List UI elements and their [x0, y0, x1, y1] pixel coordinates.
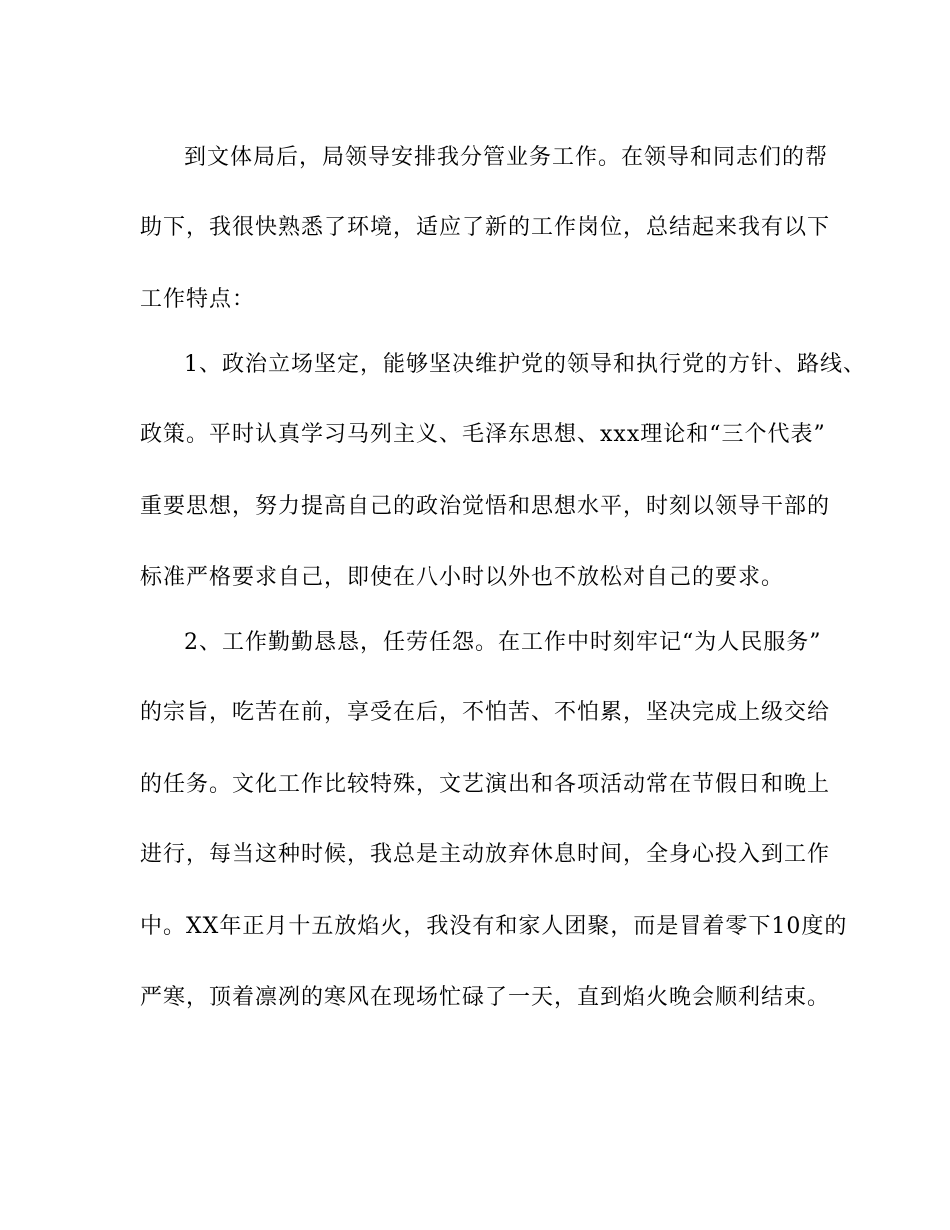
paragraph-1-line-3: 工作特点：: [140, 287, 256, 312]
paragraph-2-line-4: 标准严格要求自己，即使在八小时以外也不放松对自己的要求。: [140, 565, 785, 590]
paragraph-3-line-6: 严寒，顶着凛冽的寒风在现场忙碌了一天，直到焰火晚会顺利结束。: [140, 985, 831, 1010]
paragraph-3-line-2: 的宗旨，吃苦在前，享受在后，不怕苦、不怕累，坚决完成上级交给: [140, 700, 831, 725]
paragraph-2-line-2: 政策。平时认真学习马列主义、毛泽东思想、xxx理论和“三个代表”: [140, 422, 826, 447]
paragraph-3-line-1: 2、工作勤勤恳恳，任劳任怨。在工作中时刻牢记“为人民服务”: [184, 630, 822, 655]
paragraph-3-line-3: 的任务。文化工作比较特殊，文艺演出和各项活动常在节假日和晚上: [140, 772, 831, 797]
paragraph-3-line-4: 进行，每当这种时候，我总是主动放弃休息时间，全身心投入到工作: [140, 842, 831, 867]
paragraph-1-line-2: 助下，我很快熟悉了环境，适应了新的工作岗位，总结起来我有以下: [140, 215, 831, 240]
paragraph-2-line-1: 1、政治立场坚定，能够坚决维护党的领导和执行党的方针、路线、: [184, 352, 866, 377]
paragraph-3-line-5: 中。XX年正月十五放焰火，我没有和家人团聚，而是冒着零下10度的: [140, 914, 848, 939]
paragraph-1-line-1: 到文体局后，局领导安排我分管业务工作。在领导和同志们的帮: [184, 145, 829, 170]
paragraph-2-line-3: 重要思想，努力提高自己的政治觉悟和思想水平，时刻以领导干部的: [140, 494, 831, 519]
